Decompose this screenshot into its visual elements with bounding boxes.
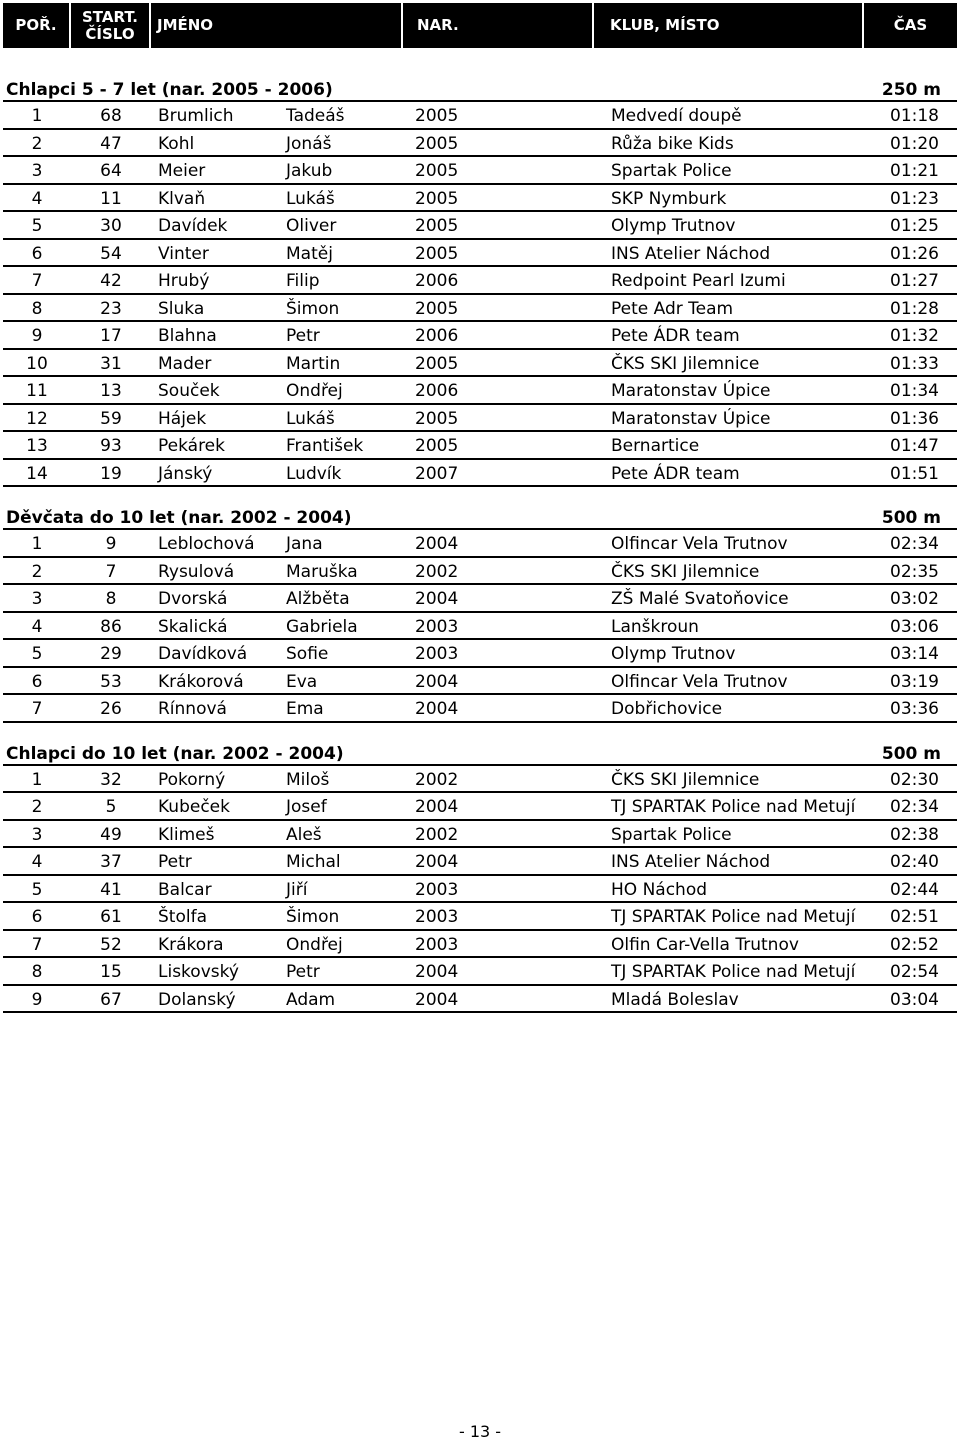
cell-position: 7: [31, 271, 43, 292]
cell-club: Redpoint Pearl Izumi: [611, 271, 786, 292]
table-row: [3, 793, 957, 821]
cell-start-number: 17: [100, 326, 122, 347]
cell-start-number: 19: [100, 463, 122, 484]
table-row: [3, 405, 957, 433]
header-name: JMÉNO: [151, 3, 403, 48]
table-row: [3, 695, 957, 723]
cell-time: 02:54: [890, 962, 939, 983]
header-time: ČAS: [864, 3, 957, 48]
cell-birth-year: 2002: [415, 824, 459, 845]
table-row: [3, 903, 957, 931]
cell-birth-year: 2003: [415, 879, 459, 900]
cell-surname: Krákorová: [158, 671, 244, 692]
cell-start-number: 49: [100, 824, 122, 845]
cell-club: Olfincar Vela Trutnov: [611, 671, 788, 692]
results-section: [3, 506, 957, 723]
cell-position: 14: [26, 463, 48, 484]
cell-surname: Liskovský: [158, 962, 239, 983]
table-row: [3, 350, 957, 378]
section-header: [3, 78, 957, 102]
table-row: [3, 377, 957, 405]
cell-time: 02:44: [890, 879, 939, 900]
cell-surname: Brumlich: [158, 106, 234, 127]
table-row: [3, 958, 957, 986]
cell-surname: Klimeš: [158, 824, 215, 845]
cell-start-number: 42: [100, 271, 122, 292]
cell-club: ČKS SKI Jilemnice: [611, 561, 760, 582]
cell-start-number: 8: [105, 589, 117, 610]
cell-position: 9: [31, 989, 43, 1010]
cell-start-number: 15: [100, 962, 122, 983]
cell-time: 01:18: [890, 106, 939, 127]
cell-position: 6: [31, 671, 43, 692]
cell-birth-year: 2005: [415, 216, 459, 237]
cell-club: Maratonstav Úpice: [611, 408, 771, 429]
table-row: [3, 212, 957, 240]
cell-birth-year: 2005: [415, 408, 459, 429]
cell-position: 3: [31, 161, 43, 182]
cell-birth-year: 2006: [415, 381, 459, 402]
cell-start-number: 32: [100, 769, 122, 790]
cell-club: TJ SPARTAK Police nad Metují: [611, 797, 856, 818]
table-row: [3, 130, 957, 158]
cell-club: Maratonstav Úpice: [611, 381, 771, 402]
cell-start-number: 7: [105, 561, 117, 582]
cell-first-name: Šimon: [286, 907, 340, 928]
cell-birth-year: 2004: [415, 534, 459, 555]
cell-start-number: 29: [100, 644, 122, 665]
section-distance: 500 m: [881, 743, 941, 764]
cell-position: 8: [31, 298, 43, 319]
section-distance: 500 m: [881, 508, 941, 528]
cell-club: TJ SPARTAK Police nad Metují: [611, 907, 856, 928]
cell-time: 02:34: [890, 797, 939, 818]
table-row: [3, 460, 957, 488]
cell-birth-year: 2005: [415, 106, 459, 127]
cell-time: 03:06: [890, 616, 939, 637]
cell-first-name: Šimon: [286, 298, 340, 319]
cell-start-number: 52: [100, 934, 122, 955]
cell-time: 01:27: [890, 271, 939, 292]
cell-surname: Davídek: [158, 216, 228, 237]
cell-surname: Kohl: [158, 133, 195, 154]
cell-surname: Dolanský: [158, 989, 236, 1010]
table-header: [3, 3, 957, 48]
table-row: [3, 432, 957, 460]
cell-club: Spartak Police: [611, 161, 732, 182]
cell-birth-year: 2004: [415, 962, 459, 983]
cell-club: INS Atelier Náchod: [611, 852, 771, 873]
cell-birth-year: 2004: [415, 852, 459, 873]
cell-start-number: 26: [100, 699, 122, 720]
cell-first-name: Gabriela: [286, 616, 358, 637]
table-row: [3, 640, 957, 668]
cell-first-name: Alžběta: [286, 589, 350, 610]
cell-position: 12: [26, 408, 48, 429]
cell-time: 01:32: [890, 326, 939, 347]
cell-time: 02:38: [890, 824, 939, 845]
table-row: [3, 585, 957, 613]
cell-start-number: 68: [100, 106, 122, 127]
cell-time: 02:52: [890, 934, 939, 955]
cell-birth-year: 2005: [415, 436, 459, 457]
cell-start-number: 64: [100, 161, 122, 182]
cell-birth-year: 2004: [415, 797, 459, 818]
cell-time: 01:25: [890, 216, 939, 237]
cell-club: Olfincar Vela Trutnov: [611, 534, 788, 555]
cell-surname: Vinter: [158, 243, 209, 264]
cell-start-number: 11: [100, 188, 122, 209]
results-section: [3, 742, 957, 1014]
cell-club: Pete ÁDR team: [611, 463, 740, 484]
cell-start-number: 67: [100, 989, 122, 1010]
cell-time: 02:34: [890, 534, 939, 555]
cell-surname: Krákora: [158, 934, 224, 955]
cell-position: 13: [26, 436, 48, 457]
cell-surname: Pokorný: [158, 769, 226, 790]
section-title: Chlapci 5 - 7 let (nar. 2005 - 2006): [6, 80, 333, 100]
cell-birth-year: 2003: [415, 934, 459, 955]
cell-birth-year: 2002: [415, 561, 459, 582]
cell-start-number: 61: [100, 907, 122, 928]
cell-surname: Rysulová: [158, 561, 235, 582]
cell-time: 01:51: [890, 463, 939, 484]
cell-position: 3: [31, 589, 43, 610]
cell-birth-year: 2005: [415, 133, 459, 154]
cell-time: 01:47: [890, 436, 939, 457]
cell-time: 02:40: [890, 852, 939, 873]
cell-first-name: Ondřej: [286, 934, 343, 955]
cell-first-name: Martin: [286, 353, 341, 374]
cell-surname: Hájek: [158, 408, 207, 429]
header-club: KLUB, MÍSTO: [594, 3, 864, 48]
cell-club: INS Atelier Náchod: [611, 243, 771, 264]
cell-position: 5: [31, 644, 43, 665]
cell-position: 10: [26, 353, 48, 374]
cell-first-name: Ondřej: [286, 381, 343, 402]
cell-position: 2: [31, 797, 43, 818]
cell-club: SKP Nymburk: [611, 188, 727, 209]
cell-first-name: Petr: [286, 326, 320, 347]
cell-first-name: Jana: [286, 534, 323, 555]
cell-first-name: Filip: [286, 271, 320, 292]
cell-birth-year: 2005: [415, 243, 459, 264]
table-row: [3, 157, 957, 185]
table-row: [3, 613, 957, 641]
cell-club: Olymp Trutnov: [611, 644, 736, 665]
cell-time: 02:35: [890, 561, 939, 582]
page-number: - 13 -: [458, 1422, 502, 1441]
cell-position: 7: [31, 934, 43, 955]
results-sections: [3, 78, 957, 1032]
cell-start-number: 59: [100, 408, 122, 429]
cell-surname: Souček: [158, 381, 220, 402]
cell-start-number: 93: [100, 436, 122, 457]
section-header: [3, 742, 957, 766]
cell-position: 9: [31, 326, 43, 347]
cell-start-number: 41: [100, 879, 122, 900]
table-row: [3, 295, 957, 323]
table-row: [3, 876, 957, 904]
cell-birth-year: 2005: [415, 188, 459, 209]
cell-start-number: 30: [100, 216, 122, 237]
cell-birth-year: 2007: [415, 463, 459, 484]
cell-birth-year: 2004: [415, 699, 459, 720]
cell-position: 2: [31, 561, 43, 582]
cell-surname: Davídková: [158, 644, 248, 665]
table-row: [3, 240, 957, 268]
table-row: [3, 766, 957, 794]
cell-club: Medvedí doupě: [611, 106, 742, 127]
cell-club: Mladá Boleslav: [611, 989, 739, 1010]
cell-start-number: 37: [100, 852, 122, 873]
table-row: [3, 986, 957, 1014]
cell-position: 3: [31, 824, 43, 845]
cell-time: 01:21: [890, 161, 939, 182]
cell-club: Dobřichovice: [611, 699, 723, 720]
cell-club: Spartak Police: [611, 824, 732, 845]
results-section: [3, 78, 957, 487]
cell-club: Olfin Car-Vella Trutnov: [611, 934, 799, 955]
cell-time: 01:23: [890, 188, 939, 209]
cell-time: 01:20: [890, 133, 939, 154]
cell-surname: Jánský: [158, 463, 213, 484]
cell-start-number: 13: [100, 381, 122, 402]
cell-first-name: Tadeáš: [286, 106, 345, 127]
cell-position: 5: [31, 879, 43, 900]
cell-birth-year: 2004: [415, 989, 459, 1010]
cell-surname: Meier: [158, 161, 206, 182]
cell-time: 03:14: [890, 644, 939, 665]
cell-time: 03:36: [890, 699, 939, 720]
cell-position: 11: [26, 381, 48, 402]
cell-position: 6: [31, 907, 43, 928]
cell-surname: Klvaň: [158, 188, 206, 209]
cell-surname: Rínnová: [158, 699, 227, 720]
cell-first-name: František: [286, 436, 364, 457]
cell-time: 03:19: [890, 671, 939, 692]
cell-first-name: Ema: [286, 699, 324, 720]
cell-position: 1: [31, 534, 43, 555]
cell-first-name: Michal: [286, 852, 341, 873]
cell-start-number: 86: [100, 616, 122, 637]
header-position: POŘ.: [3, 3, 71, 48]
cell-first-name: Petr: [286, 962, 320, 983]
cell-birth-year: 2005: [415, 353, 459, 374]
cell-surname: Balcar: [158, 879, 212, 900]
cell-birth-year: 2004: [415, 589, 459, 610]
cell-start-number: 31: [100, 353, 122, 374]
cell-time: 03:02: [890, 589, 939, 610]
cell-club: Lanškroun: [611, 616, 699, 637]
cell-position: 2: [31, 133, 43, 154]
cell-position: 6: [31, 243, 43, 264]
cell-birth-year: 2006: [415, 326, 459, 347]
cell-surname: Mader: [158, 353, 212, 374]
cell-position: 1: [31, 106, 43, 127]
header-start-line2: ČÍSLO: [85, 25, 135, 43]
cell-birth-year: 2003: [415, 616, 459, 637]
cell-first-name: Lukáš: [286, 188, 335, 209]
table-row: [3, 530, 957, 558]
cell-surname: Pekárek: [158, 436, 225, 457]
table-row: [3, 185, 957, 213]
cell-start-number: 53: [100, 671, 122, 692]
cell-time: 01:33: [890, 353, 939, 374]
cell-first-name: Ludvík: [286, 463, 342, 484]
cell-position: 4: [31, 188, 43, 209]
table-row: [3, 821, 957, 849]
cell-first-name: Josef: [286, 797, 327, 818]
table-row: [3, 931, 957, 959]
cell-first-name: Adam: [286, 989, 336, 1010]
cell-position: 4: [31, 852, 43, 873]
cell-surname: Hrubý: [158, 271, 210, 292]
cell-club: ČKS SKI Jilemnice: [611, 769, 760, 790]
cell-position: 5: [31, 216, 43, 237]
cell-first-name: Oliver: [286, 216, 337, 237]
table-row: [3, 558, 957, 586]
cell-birth-year: 2003: [415, 907, 459, 928]
cell-time: 01:28: [890, 298, 939, 319]
cell-club: ČKS SKI Jilemnice: [611, 353, 760, 374]
cell-birth-year: 2004: [415, 671, 459, 692]
cell-start-number: 5: [105, 797, 117, 818]
header-start-number: [71, 3, 151, 48]
cell-first-name: Maruška: [286, 561, 358, 582]
cell-club: HO Náchod: [611, 879, 708, 900]
cell-time: 01:26: [890, 243, 939, 264]
cell-surname: Skalická: [158, 616, 228, 637]
cell-start-number: 23: [100, 298, 122, 319]
cell-surname: Dvorská: [158, 589, 228, 610]
header-birth-year: NAR.: [403, 3, 594, 48]
cell-time: 03:04: [890, 989, 939, 1010]
cell-club: Bernartice: [611, 436, 700, 457]
cell-start-number: 47: [100, 133, 122, 154]
section-header: [3, 506, 957, 530]
cell-position: 7: [31, 699, 43, 720]
cell-surname: Blahna: [158, 326, 217, 347]
cell-time: 01:34: [890, 381, 939, 402]
cell-first-name: Jiří: [286, 879, 308, 900]
cell-club: Pete ÁDR team: [611, 326, 740, 347]
cell-start-number: 54: [100, 243, 122, 264]
cell-club: TJ SPARTAK Police nad Metují: [611, 962, 856, 983]
cell-time: 02:30: [890, 769, 939, 790]
cell-club: ZŠ Malé Svatoňovice: [611, 589, 789, 610]
cell-birth-year: 2005: [415, 298, 459, 319]
cell-first-name: Sofie: [286, 644, 329, 665]
cell-first-name: Jakub: [286, 161, 333, 182]
table-row: [3, 102, 957, 130]
table-row: [3, 848, 957, 876]
section-title: Děvčata do 10 let (nar. 2002 - 2004): [6, 508, 352, 528]
cell-birth-year: 2006: [415, 271, 459, 292]
cell-time: 01:36: [890, 408, 939, 429]
cell-club: Olymp Trutnov: [611, 216, 736, 237]
cell-surname: Sluka: [158, 298, 205, 319]
cell-first-name: Eva: [286, 671, 318, 692]
cell-start-number: 9: [105, 534, 117, 555]
cell-surname: Kubeček: [158, 797, 230, 818]
cell-position: 1: [31, 769, 43, 790]
cell-first-name: Aleš: [286, 824, 322, 845]
cell-birth-year: 2002: [415, 769, 459, 790]
section-distance: 250 m: [881, 80, 941, 100]
cell-first-name: Miloš: [286, 769, 330, 790]
cell-birth-year: 2005: [415, 161, 459, 182]
cell-time: 02:51: [890, 907, 939, 928]
cell-club: Růža bike Kids: [611, 133, 734, 154]
header-start-line1: START.: [81, 8, 138, 26]
cell-surname: Petr: [158, 852, 192, 873]
table-row: [3, 267, 957, 295]
cell-first-name: Jonáš: [286, 133, 332, 154]
cell-first-name: Lukáš: [286, 408, 335, 429]
section-title: Chlapci do 10 let (nar. 2002 - 2004): [6, 743, 344, 764]
cell-club: Pete Adr Team: [611, 298, 734, 319]
cell-birth-year: 2003: [415, 644, 459, 665]
cell-surname: Štolfa: [158, 907, 207, 928]
table-row: [3, 322, 957, 350]
cell-position: 4: [31, 616, 43, 637]
table-row: [3, 668, 957, 696]
cell-position: 8: [31, 962, 43, 983]
cell-first-name: Matěj: [286, 243, 333, 264]
cell-surname: Leblochová: [158, 534, 255, 555]
